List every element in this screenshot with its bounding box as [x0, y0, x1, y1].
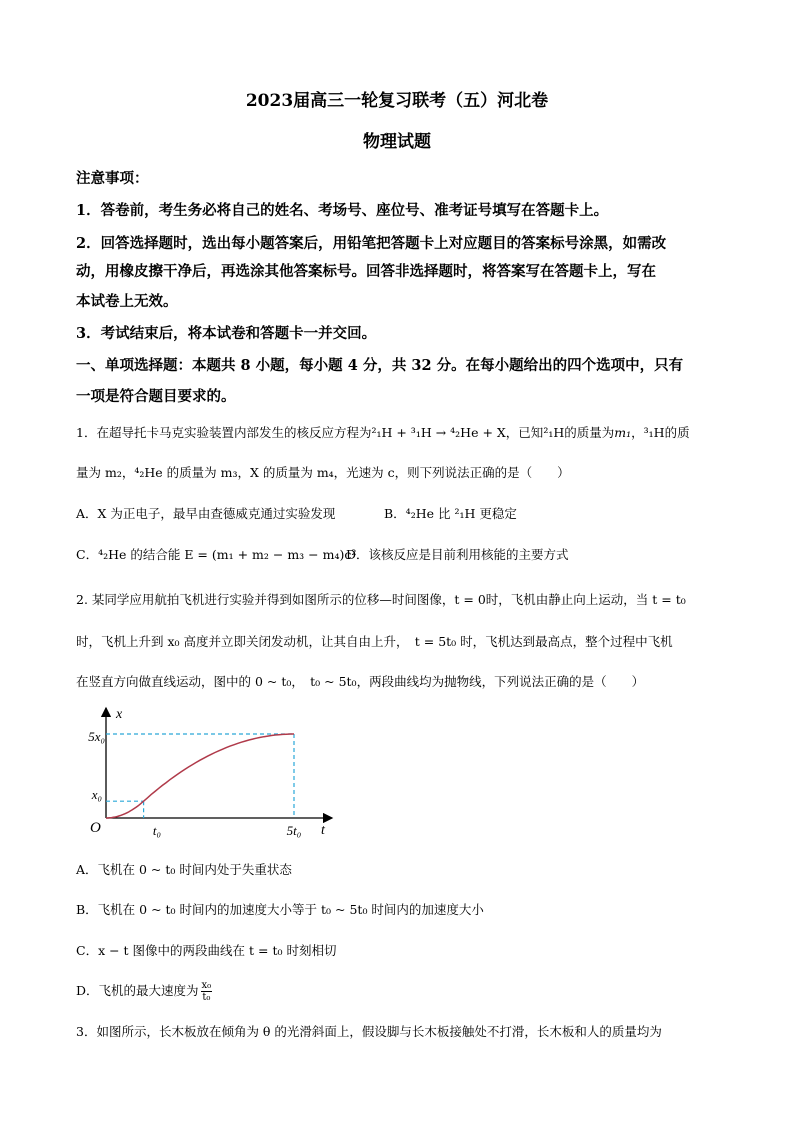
y-tick-x0: x₀: [91, 787, 102, 802]
y-axis-label: x: [116, 707, 123, 722]
notice-item-2-line-3: 本试卷上无效。: [76, 293, 178, 310]
y-tick-5x0: 5x₀: [88, 729, 105, 744]
q1-option-b: B．⁴₂He 比 ²₁H 更稳定: [384, 506, 517, 521]
x-tick-5t0: 5t₀: [286, 823, 302, 838]
q2-option-c: C．x − t 图像中的两段曲线在 t = t₀ 时刻相切: [76, 943, 337, 958]
curve-segment-2: [144, 734, 294, 801]
section-heading-line-1: 一、单项选择题：本题共 8 小题，每小题 4 分，共 32 分。在每小题给出的四个选项中，只有: [76, 357, 684, 374]
origin-label: O: [90, 820, 101, 836]
section-heading-line-2: 一项是符合题目要求的。: [76, 388, 236, 405]
exam-subtitle: 物理试题: [363, 132, 431, 152]
x-tick-t0: t₀: [152, 823, 162, 838]
q1-stem-line-1: 1．在超导托卡马克实验装置内部发生的核反应方程为²₁H + ³₁H → ⁴₂He + X，已知²₁H的质量为m₁，³₁H的质: [76, 425, 690, 440]
exam-title: 2023届高三一轮复习联考（五）河北卷: [245, 91, 549, 111]
q2-stem-line-1: 2. 某同学应用航拍飞机进行实验并得到如图所示的位移—时间图像，t = 0时，飞机由静止向上运动，当 t = t₀: [76, 592, 686, 607]
q1-option-d: D．该核反应是目前利用核能的主要方式: [346, 547, 569, 562]
notice-item-1: 1．答卷前，考生务必将自己的姓名、考场号、座位号、准考证号填写在答题卡上。: [76, 202, 609, 219]
notice-heading: 注意事项：: [76, 170, 149, 187]
max-speed-fraction: $\frac{\text{x₀}}{\text{t₀}}$: [201, 980, 212, 1003]
notice-item-2-line-2: 动，用橡皮擦干净后，再选涂其他答案标号。回答非选择题时，将答案写在答题卡上，写在: [76, 263, 656, 280]
curve-segment-1: [106, 801, 144, 818]
q2-stem-line-3: 在竖直方向做直线运动，图中的 0 ~ t₀， t₀ ~ 5t₀，两段曲线均为抛物线，下列说法正确的是（ ）: [76, 674, 645, 689]
q2-option-a: A．飞机在 0 ~ t₀ 时间内处于失重状态: [76, 862, 292, 877]
q2-option-b: B．飞机在 0 ~ t₀ 时间内的加速度大小等于 t₀ ~ 5t₀ 时间内的加速度大小: [76, 902, 484, 917]
q1-option-a: A．X 为正电子，最早由查德威克通过实验发现: [76, 506, 336, 521]
q2-stem-line-2: 时，飞机上升到 x₀ 高度并立即关闭发动机，让其自由上升， t = 5t₀ 时，飞机达到最高点，整个过程中飞机: [76, 634, 673, 649]
q3-stem-line-1: 3．如图所示，长木板放在倾角为 θ 的光滑斜面上，假设脚与长木板接触处不打滑，长木板和人的质量均为: [76, 1024, 662, 1039]
q1-stem-line-2: 量为 m₂，⁴₂He 的质量为 m₃，X 的质量为 m₄，光速为 c，则下列说法正确的是（ ）: [76, 465, 570, 480]
notice-item-2-line-1: 2．回答选择题时，选出每小题答案后，用铅笔把答题卡上对应题目的答案标号涂黑，如需改: [76, 235, 667, 252]
q1-option-c: C．⁴₂He 的结合能 E = (m₁ + m₂ − m₃ − m₄)c²: [76, 547, 357, 562]
notice-item-3: 3．考试结束后，将本试卷和答题卡一并交回。: [76, 325, 377, 342]
x-axis-label: t: [321, 823, 325, 838]
displacement-time-graph: [80, 704, 340, 844]
q2-option-d: D．飞机的最大速度为 $\frac{\text{x₀}}{\text{t₀}}$: [76, 980, 212, 1003]
